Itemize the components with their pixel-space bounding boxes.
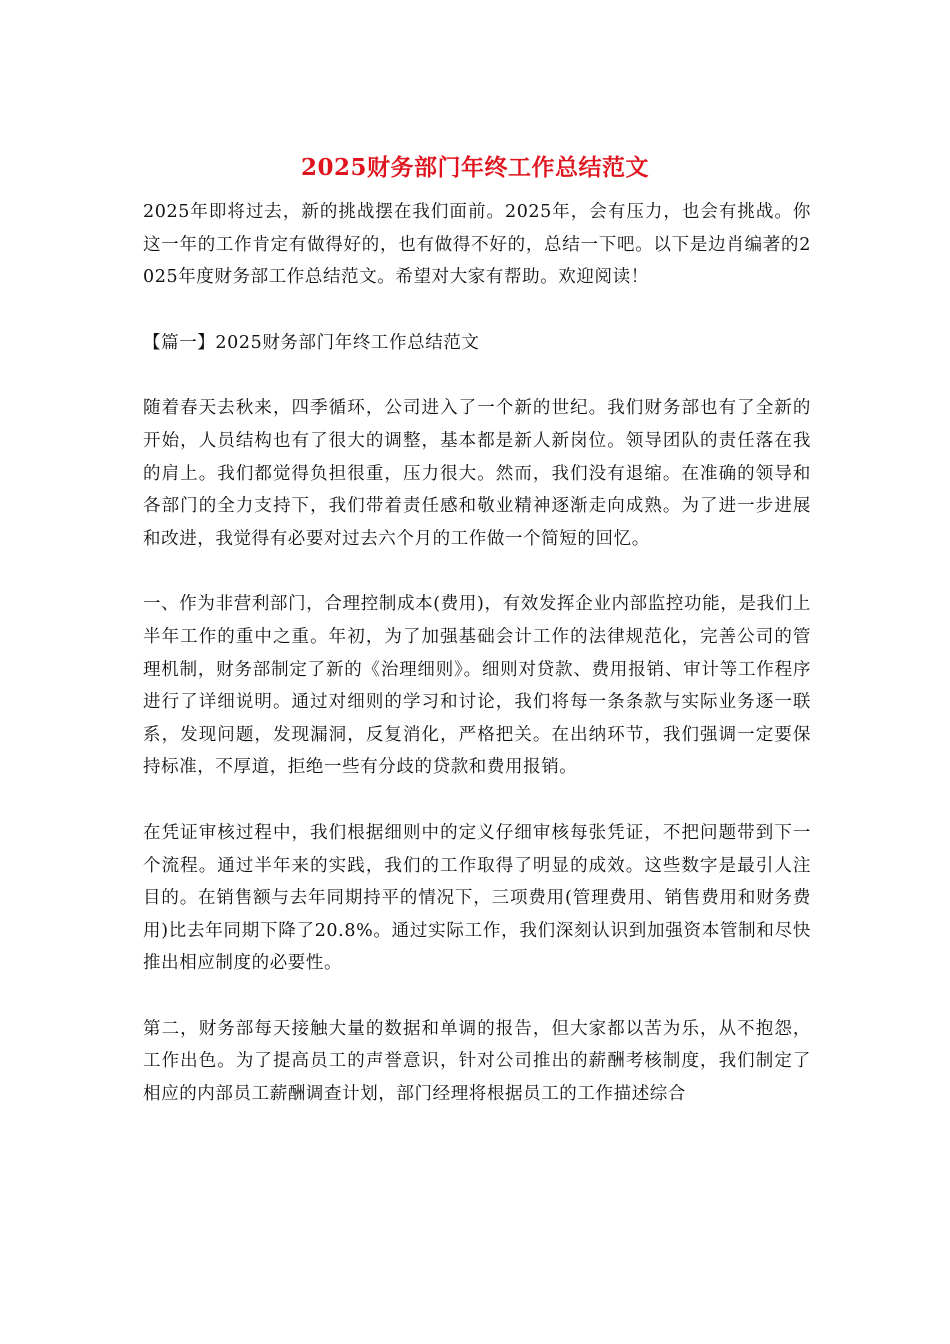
body-paragraph: 在凭证审核过程中，我们根据细则中的定义仔细审核每张凭证，不把问题带到下一个流程。通过半年来的实践，我们的工作取得了明显的成效。这些数字是最引人注目的。在销售额与去年同期持平的情况下，三项费用(管理费用、销售费用和财务费用)比去年同期下降了20.8%。通过实际工作，我们深刻认识到加强资本管制和尽快推出相应制度的必要性。 <box>143 822 811 974</box>
document-title: 2025财务部门年终工作总结范文 <box>300 154 649 181</box>
paragraph-gap <box>143 555 811 588</box>
body-paragraph: 第二，财务部每天接触大量的数据和单调的报告，但大家都以苦为乐，从不抱怨，工作出色。为了提高员工的声誉意识，针对公司推出的薪酬考核制度，我们制定了相应的内部员工薪酬调查计划，部门经理将根据员工的工作描述综合 <box>143 1018 811 1105</box>
section-heading: 【篇一】2025财务部门年终工作总结范文 <box>143 332 480 353</box>
paragraph-gap <box>143 359 811 392</box>
paragraph-gap <box>143 784 811 817</box>
body-paragraph: 一、作为非营利部门，合理控制成本(费用)，有效发挥企业内部监控功能，是我们上半年工作的重中之重。年初，为了加强基础会计工作的法律规范化，完善公司的管理机制，财务部制定了新的《治理细则》。细则对贷款、费用报销、审计等工作程序进行了详细说明。通过对细则的学习和讨论，我们将每一条条款与实际业务逐一联系，发现问题，发现漏洞，反复消化，严格把关。在出纳环节，我们强调一定要保持标准，不厚道，拒绝一些有分歧的贷款和费用报销。 <box>143 594 811 778</box>
body-paragraph: 随着春天去秋来，四季循环，公司进入了一个新的世纪。我们财务部也有了全新的开始，人员结构也有了很大的调整，基本都是新人新岗位。领导团队的责任落在我的肩上。我们都觉得负担很重，压力很大。然而，我们没有退缩。在准确的领导和各部门的全力支持下，我们带着责任感和敬业精神逐渐走向成熟。为了进一步进展和改进，我觉得有必要对过去六个月的工作做一个简短的回忆。 <box>143 398 811 549</box>
document-body <box>143 196 811 1111</box>
paragraph-gap <box>143 294 811 327</box>
intro-paragraph: 2025年即将过去，新的挑战摆在我们面前。2025年，会有压力，也会有挑战。你这一年的工作肯定有做得好的，也有做得不好的，总结一下吧。以下是边肖编著的2025年度财务部工作总结范文。希望对大家有帮助。欢迎阅读！ <box>143 202 811 288</box>
paragraph-gap <box>143 980 811 1013</box>
